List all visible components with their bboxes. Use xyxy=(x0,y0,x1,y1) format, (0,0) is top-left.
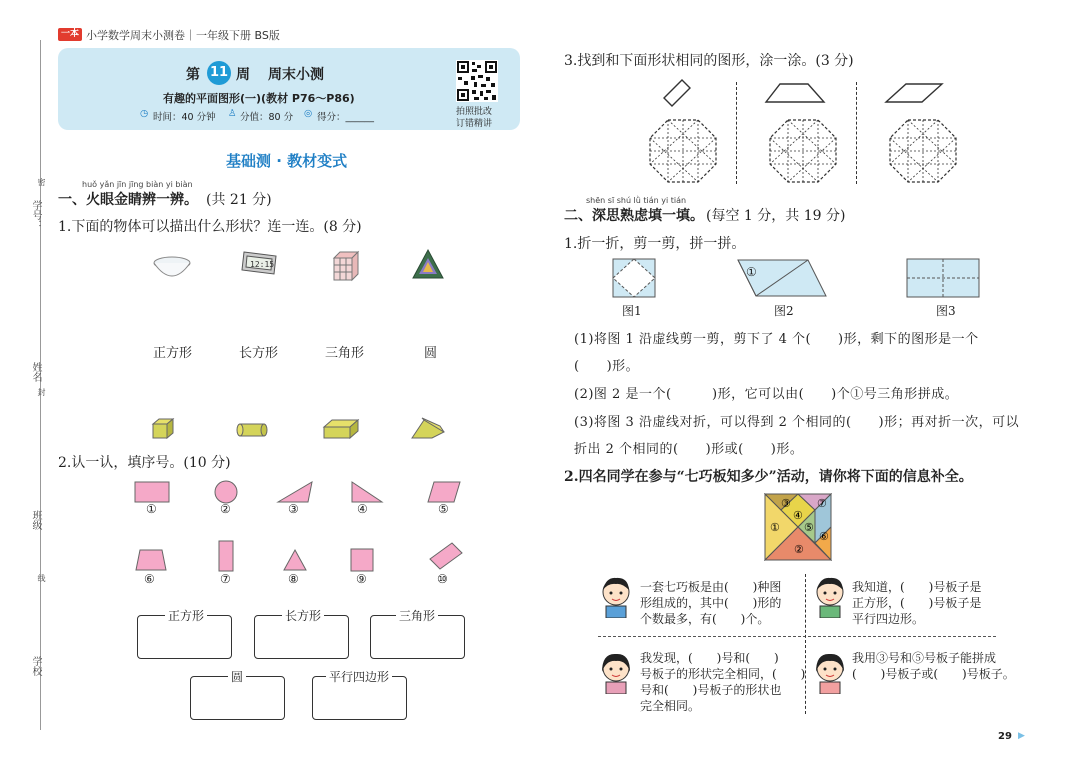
banner-subtitle: 有趣的平面图形(一)(教材 P76～P86) xyxy=(163,92,355,105)
q2-num-1: ① xyxy=(146,502,157,516)
margin-xingming: 姓名 xyxy=(30,362,41,382)
student-divider-h xyxy=(598,636,996,637)
answer-box-rectangle-label: 长方形 xyxy=(282,607,324,624)
part1-pinyin: huǒ yǎn jīn jīng biàn yi biàn xyxy=(82,180,193,189)
sub-q2: (2)图 2 是一个( )形，它可以由( )个①号三角形拼成。 xyxy=(574,387,959,402)
boy-avatar-1 xyxy=(598,574,634,618)
q2-num-5: ⑤ xyxy=(438,502,449,516)
part2-title: 二、深思熟虑填一填。 xyxy=(564,208,704,224)
section-basic-title: 基础测 · 教材变式 xyxy=(226,152,348,170)
student-divider-v xyxy=(805,574,806,714)
q2-shape-10-rectangle[interactable] xyxy=(428,541,464,571)
margin-line xyxy=(40,40,41,730)
sub-q3-line2: 折出 2 个相同的( )形或( )形。 xyxy=(574,442,804,457)
q2-shape-5-parallelogram[interactable] xyxy=(426,480,462,504)
margin-feng: 封 xyxy=(37,388,46,396)
q2-shape-8-triangle[interactable] xyxy=(282,548,308,572)
qr-caption-2: 订错精讲 xyxy=(456,119,493,129)
tangram-num-2: ② xyxy=(794,543,804,556)
q2-num-7: ⑦ xyxy=(220,572,231,586)
boy-avatar-2 xyxy=(812,574,848,618)
rubiks-cube-image[interactable] xyxy=(330,250,362,284)
q3-divider-1 xyxy=(736,82,737,184)
banner-score-total: 分值：80 分 xyxy=(240,112,294,123)
girl-avatar-2 xyxy=(812,650,848,694)
speech-bottom-right: 我用③号和⑤号板子能拼成 ( )号板子或( )号板子。 xyxy=(852,651,1015,681)
q3-text: 3.找到和下面形状相同的图形，涂一涂。(3 分) xyxy=(564,53,854,69)
tangram-num-3: ③ xyxy=(781,497,791,510)
week-suffix: 周 xyxy=(236,67,250,83)
fig-label-2: 图2 xyxy=(774,304,794,318)
q2-num-3: ③ xyxy=(288,502,299,516)
q1-label-circle: 圆 xyxy=(424,346,438,361)
fig-label-3: 图3 xyxy=(936,304,956,318)
clock-text: 12:15 xyxy=(250,260,275,269)
answer-box-parallelogram-label: 平行四边形 xyxy=(326,668,392,685)
tangram-num-4: ④ xyxy=(793,509,803,522)
q2-num-8: ⑧ xyxy=(288,572,299,586)
q1-label-rectangle: 长方形 xyxy=(239,346,279,361)
speech-top-right: 我知道，( )号板子是 正方形，( )号板子是 平行四边形。 xyxy=(852,580,982,626)
q2-shape-2-circle[interactable] xyxy=(214,480,238,504)
q2-num-10: ⑩ xyxy=(437,572,448,586)
q1-label-square: 正方形 xyxy=(153,346,193,361)
qr-caption-1: 拍照批改 xyxy=(456,107,493,117)
page-arrow-icon: ▶ xyxy=(1018,731,1025,741)
clock-icon: ◷ xyxy=(140,108,149,119)
q3-divider-2 xyxy=(856,82,857,184)
page-number: 29 xyxy=(998,731,1012,742)
cube-solid[interactable] xyxy=(150,418,176,440)
q2-shape-6-trapezoid[interactable] xyxy=(134,548,168,572)
sub-q3-line1: (3)将图 3 沿虚线对折，可以得到 2 个相同的( )形；再对折一次，可以 xyxy=(574,415,1020,430)
q2-num-2: ② xyxy=(220,502,231,516)
triangle-ruler-image[interactable] xyxy=(411,248,445,282)
margin-xian: 线 xyxy=(37,574,46,582)
q3-target-rectangle xyxy=(660,76,694,110)
q3-target-parallelogram xyxy=(884,82,944,104)
brand-text: 小学数学周末小测卷｜一年级下册 BS版 xyxy=(86,29,280,42)
banner-title: 周末小测 xyxy=(268,67,324,83)
q2-num-9: ⑨ xyxy=(356,572,367,586)
q3-octagon-grid-2[interactable] xyxy=(768,118,838,184)
q3-octagon-grid-3[interactable] xyxy=(888,118,958,184)
p2q1-text: 1.折一折，剪一剪，拼一拼。 xyxy=(564,236,746,252)
margin-xuehao: 学号： xyxy=(30,200,41,230)
banner-time: 时间：40 分钟 xyxy=(153,112,216,123)
fig-label-1: 图1 xyxy=(622,304,642,318)
part1-title: 一、火眼金睛辨一辨。 xyxy=(58,192,198,208)
q3-octagon-grid-1[interactable] xyxy=(648,118,718,184)
sub-q1-line1: (1)将图 1 沿虚线剪一剪，剪下了 4 个( )形，剩下的图形是一个 xyxy=(574,332,979,347)
speech-bottom-left: 我发现，( )号和( ) 号板子的形状完全相同，( ) 号和( )号板子的形状也 完全相同。 xyxy=(640,651,806,713)
answer-box-square-label: 正方形 xyxy=(165,607,207,624)
brand-tag: 一本 xyxy=(58,28,82,41)
clock-image[interactable] xyxy=(240,248,280,278)
triangular-prism-solid[interactable] xyxy=(410,416,446,440)
q1-text: 1.下面的物体可以描出什么形状？连一连。(8 分) xyxy=(58,219,362,235)
part2-pinyin: shēn sī shú lǜ tián yi tián xyxy=(586,196,687,205)
bowl-image[interactable] xyxy=(152,255,192,285)
part2-points: (每空 1 分，共 19 分) xyxy=(706,208,846,224)
tangram-num-5: ⑤ xyxy=(804,521,814,534)
p2q2-text: 2.四名同学在参与“七巧板知多少”活动，请你将下面的信息补全。 xyxy=(564,469,973,485)
girl-avatar-1 xyxy=(598,650,634,694)
q2-shape-4-triangle[interactable] xyxy=(350,480,384,504)
person-icon: ♙ xyxy=(228,108,237,119)
target-icon: ◎ xyxy=(304,108,313,119)
tangram-num-1: ① xyxy=(770,521,780,534)
q2-num-6: ⑥ xyxy=(144,572,155,586)
q2-shape-3-triangle[interactable] xyxy=(276,480,314,504)
q3-target-trapezoid xyxy=(764,82,826,104)
q1-label-triangle: 三角形 xyxy=(325,346,365,361)
cylinder-solid[interactable] xyxy=(236,421,268,439)
q2-shape-1-rectangle[interactable] xyxy=(134,481,170,503)
figure-3 xyxy=(906,258,980,298)
week-prefix: 第 xyxy=(186,67,200,83)
q2-text: 2.认一认，填序号。(10 分) xyxy=(58,455,231,471)
part1-points: (共 21 分) xyxy=(206,192,272,208)
speech-top-left: 一套七巧板是由( )种图 形组成的，其中( )形的 个数最多，有( )个。 xyxy=(640,580,782,626)
week-number: 11 xyxy=(207,61,231,85)
margin-xuexiao: 学校 xyxy=(30,656,41,676)
tangram-num-7: ⑦ xyxy=(817,497,827,510)
q2-num-4: ④ xyxy=(357,502,368,516)
figure-2 xyxy=(736,258,828,298)
margin-banji: 班级 xyxy=(30,510,41,530)
q2-shape-7-rectangle[interactable] xyxy=(218,540,234,572)
cuboid-solid[interactable] xyxy=(322,418,360,440)
figure-1 xyxy=(612,258,656,298)
answer-box-circle-label: 圆 xyxy=(228,668,246,685)
sub-q1-line2: ( )形。 xyxy=(574,359,640,374)
qr-code-icon[interactable] xyxy=(456,60,498,102)
figure-2-marker: ① xyxy=(746,265,757,279)
tangram-image xyxy=(764,493,832,561)
banner-score-got: 得分：______ xyxy=(317,112,375,123)
tangram-num-6: ⑥ xyxy=(819,530,829,543)
q2-shape-9-square[interactable] xyxy=(350,548,374,572)
margin-mi: 密 xyxy=(37,178,46,186)
answer-box-triangle-label: 三角形 xyxy=(396,607,438,624)
